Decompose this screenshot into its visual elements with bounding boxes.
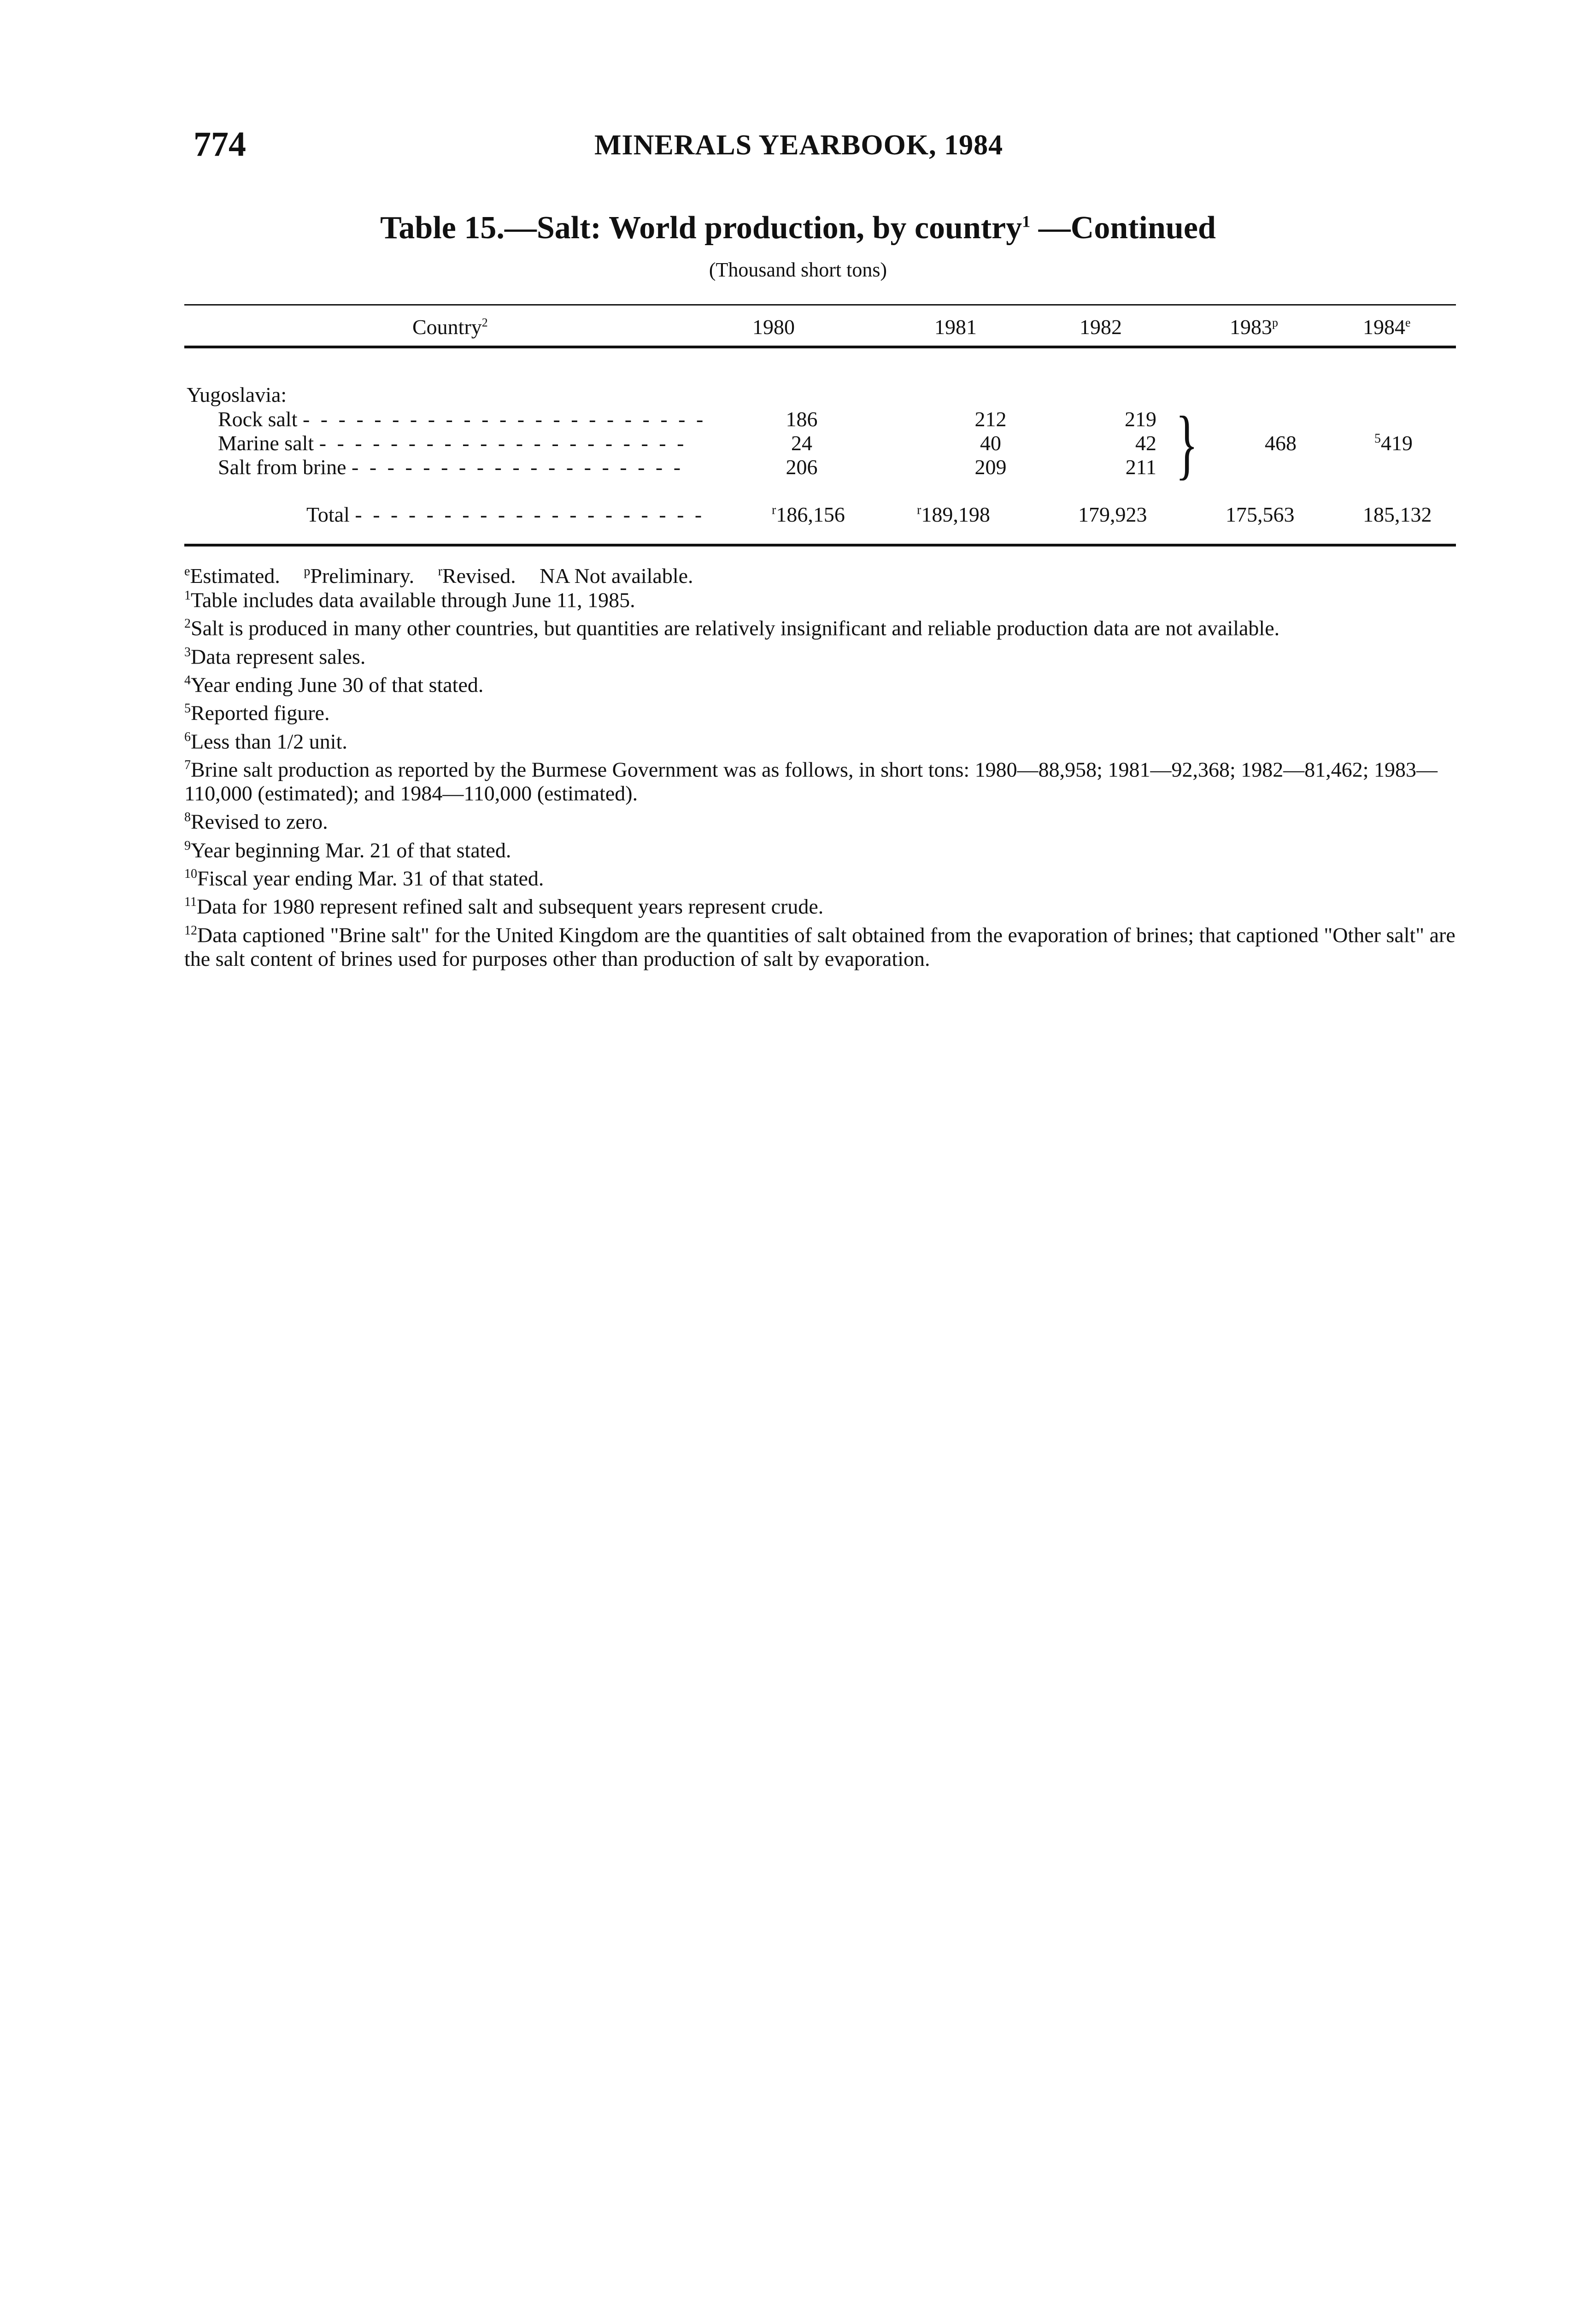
footnote-text: NA Not available. — [540, 564, 693, 588]
table-bottom-rule — [184, 544, 1456, 547]
footnote-number: 1 — [184, 588, 191, 603]
cell-salt-from-brine-1981: 209 — [974, 455, 1007, 479]
dot-leader: - - - - - - - - - - - - - - - - - - - - - — [319, 431, 687, 455]
footnote-text: Less than 1/2 unit. — [191, 729, 347, 753]
cell-value: 186,156 — [776, 503, 845, 526]
row-label-rock-salt — [218, 407, 706, 431]
footnote-number: 9 — [184, 838, 191, 853]
table-title-suffix: —Continued — [1030, 210, 1216, 246]
footnote-text: Estimated. — [190, 564, 280, 588]
row-label-marine-salt — [218, 431, 687, 455]
footnote-text: Preliminary. — [310, 564, 415, 588]
column-header-1982: 1982 — [1080, 315, 1122, 339]
cell-total-1983: 175,563 — [1226, 503, 1295, 526]
cell-marine-salt-1981: 40 — [980, 431, 1001, 455]
cell-total-1982: 179,923 — [1078, 503, 1147, 526]
footnote-number: 8 — [184, 810, 191, 825]
footnote-text: Reported figure. — [191, 701, 330, 725]
cell-marine-salt-1980: 24 — [791, 431, 812, 455]
footnote-text: Salt is produced in many other countries, but quantities are relatively insignificant and reliable production data are not available. — [191, 616, 1280, 640]
column-header-1980: 1980 — [752, 315, 795, 339]
footnote-12 — [184, 919, 1456, 971]
footnote-number: 4 — [184, 673, 191, 688]
footnote-1 — [184, 584, 1456, 612]
footnote-ref: r — [772, 503, 776, 517]
row-label-text: Total — [306, 503, 350, 526]
cell-salt-from-brine-1980: 206 — [786, 455, 818, 479]
cell-rock-salt-1982: 219 — [1125, 407, 1156, 431]
dot-leader: - - - - - - - - - - - - - - - - - - - — [352, 455, 684, 479]
column-header-country — [412, 315, 488, 339]
row-label-text: Marine salt — [218, 431, 314, 455]
footnote-text: Fiscal year ending Mar. 31 of that stated. — [197, 866, 544, 890]
column-header-1984-footnote-ref: e — [1405, 316, 1411, 329]
table-title-footnote-ref: 1 — [1022, 212, 1031, 231]
footnote-10 — [184, 862, 1456, 890]
footnote-text: Table includes data available through June 11, 1985. — [191, 588, 635, 612]
cell-yugoslavia-combined-1983: 468 — [1265, 431, 1297, 455]
running-title: MINERALS YEARBOOK, 1984 — [594, 129, 1003, 161]
cell-value: 419 — [1381, 431, 1413, 455]
footnote-list — [184, 584, 1456, 971]
table-title — [0, 210, 1596, 247]
header-bottom-rule — [184, 346, 1456, 348]
cell-rock-salt-1981: 212 — [974, 407, 1007, 431]
footnote-9 — [184, 834, 1456, 862]
column-header-1983-label: 1983 — [1230, 315, 1272, 339]
footnote-number: 2 — [184, 617, 191, 631]
footnote-2 — [184, 612, 1456, 640]
cell-value: 189,198 — [921, 503, 990, 526]
footnote-text: Revised to zero. — [191, 810, 328, 834]
footnote-ref: r — [917, 503, 921, 517]
grouping-brace: } — [1175, 400, 1198, 487]
row-label-text: Rock salt — [218, 407, 298, 431]
row-label-total — [306, 502, 704, 527]
page-number: 774 — [194, 125, 246, 164]
column-header-country-label: Country — [412, 315, 482, 339]
footnote-text: Data represent sales. — [191, 644, 366, 668]
column-header-1983-footnote-ref: p — [1272, 316, 1278, 329]
cell-total-1981 — [917, 502, 990, 527]
footnote-text: Data captioned "Brine salt" for the United Kingdom are the quantities of salt obtained from the evaporation of brines; that captioned "Other salt" are the salt content of brines used for purposes other than production of salt by evaporation. — [184, 923, 1455, 970]
footnote-8 — [184, 805, 1456, 834]
cell-marine-salt-1982: 42 — [1135, 431, 1156, 455]
cell-rock-salt-1980: 186 — [786, 407, 818, 431]
cell-total-1984: 185,132 — [1363, 503, 1432, 526]
page-header — [194, 124, 1493, 175]
footnote-5 — [184, 697, 1456, 725]
footnote-text: Brine salt production as reported by the Burmese Government was as follows, in short tons: 1980—88,958; 1981—92,368; 1982—81,462; 1983—110,000 (estimated); and 1984—110,000 (estimated). — [184, 758, 1438, 805]
table-title-main: Table 15.—Salt: World production, by country — [380, 210, 1022, 246]
footnote-6 — [184, 725, 1456, 753]
footnote-number: 5 — [184, 701, 191, 716]
footnote-3 — [184, 641, 1456, 669]
footnote-text: Revised. — [442, 564, 516, 588]
footnote-number: 10 — [184, 866, 197, 881]
table-units: (Thousand short tons) — [709, 259, 887, 281]
group-label-yugoslavia: Yugoslavia: — [187, 383, 287, 406]
footnote-number: 12 — [184, 923, 197, 938]
column-header-1983 — [1230, 315, 1278, 339]
footnote-number: 11 — [184, 895, 197, 910]
footnote-text: Data for 1980 represent refined salt and subsequent years represent crude. — [196, 894, 824, 918]
footnote-symbol: p — [304, 564, 311, 579]
footnote-11 — [184, 890, 1456, 918]
footnote-number: 7 — [184, 758, 191, 772]
footnote-4 — [184, 669, 1456, 697]
column-header-1984-label: 1984 — [1363, 315, 1405, 339]
footnote-7 — [184, 753, 1456, 805]
footnote-text: Year ending June 30 of that stated. — [191, 673, 484, 697]
footnote-text: Year beginning Mar. 21 of that stated. — [191, 838, 511, 862]
cell-salt-from-brine-1982: 211 — [1125, 455, 1156, 479]
column-header-1984 — [1363, 315, 1411, 339]
cell-total-1980 — [772, 502, 845, 527]
row-label-text: Salt from brine — [218, 455, 346, 479]
column-header-1981: 1981 — [934, 315, 977, 339]
footnote-ref: 5 — [1374, 431, 1381, 446]
dot-leader: - - - - - - - - - - - - - - - - - - - - - - - — [302, 407, 706, 431]
column-header-country-footnote-ref: 2 — [481, 316, 488, 329]
table-top-rule — [184, 304, 1456, 306]
dot-leader: - - - - - - - - - - - - - - - - - - - - — [355, 503, 705, 526]
row-label-salt-from-brine — [218, 455, 683, 479]
footnote-symbol: e — [184, 564, 190, 579]
footnote-symbol: r — [438, 564, 442, 579]
cell-yugoslavia-combined-1984 — [1374, 431, 1413, 455]
footnote-number: 6 — [184, 729, 191, 744]
footnote-number: 3 — [184, 645, 191, 659]
